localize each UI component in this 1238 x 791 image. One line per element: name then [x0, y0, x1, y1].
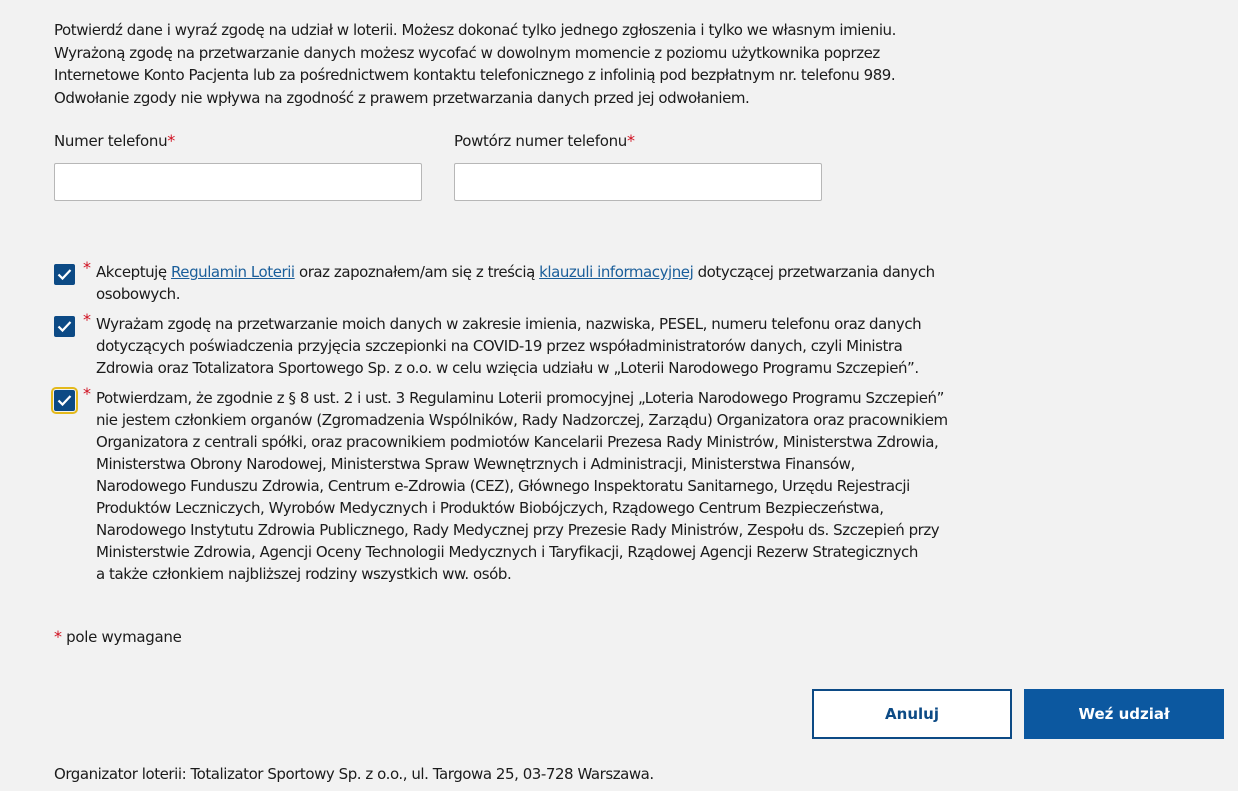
consent-text: Ministerstwa Obrony Narodowej, Ministerstwa Spraw Wewnętrznych i Administracji, Ministerstwa Finansów,	[96, 455, 855, 473]
required-note-text: pole wymagane	[66, 628, 182, 646]
intro-line: Internetowe Konto Pacjenta lub za pośrednictwem kontaktu telefonicznego z infolinią pod bezpłatnym nr. telefonu 989.	[54, 66, 896, 84]
phone-repeat-label	[454, 131, 635, 150]
consent-regulamin-checkbox[interactable]	[54, 264, 75, 285]
consent-text: oraz zapoznałem/am się z treścią	[294, 263, 540, 281]
consent-text: Produktów Leczniczych, Wyrobów Medycznych i Produktów Biobójczych, Rządowego Centrum Bezpieczeństwa,	[96, 499, 884, 517]
consent-text: Potwierdzam, że zgodnie z § 8 ust. 2 i ust. 3 Regulaminu Loterii promocyjnej „Loteria Narodowego Programu Szczepień”	[96, 389, 944, 407]
organizer-footer: Organizator loterii: Totalizator Sportowy Sp. z o.o., ul. Targowa 25, 03-728 Warszawa.	[54, 765, 654, 783]
consent-text: nie jestem członkiem organów (Zgromadzenia Wspólników, Rady Nadzorczej, Zarządu) Organizatora oraz pracownikiem	[96, 411, 948, 429]
consent-regulamin-label	[96, 261, 935, 305]
required-asterisk: *	[627, 131, 635, 150]
consent-data-processing-label	[96, 313, 921, 379]
phone-repeat-label-text: Powtórz numer telefonu	[454, 132, 627, 150]
checkmark-icon	[57, 394, 72, 407]
consent-text: Zdrowia oraz Totalizatora Sportowego Sp. z o.o. w celu wzięcia udziału w „Loterii Narodowego Programu Szczepień”.	[96, 359, 919, 377]
regulamin-link[interactable]: Regulamin Loterii	[171, 263, 295, 281]
cancel-button[interactable]: Anuluj	[812, 689, 1012, 739]
required-asterisk: *	[54, 627, 62, 646]
intro-line: Wyrażoną zgodę na przetwarzanie danych możesz wycofać w dowolnym momencie z poziomu użytkownika poprzez	[54, 43, 880, 62]
klauzula-link[interactable]: klauzuli informacyjnej	[539, 263, 694, 281]
required-asterisk: *	[83, 310, 91, 329]
consent-text: Organizatora z centrali spółki, oraz pracownikiem podmiotów Kancelarii Prezesa Rady Ministrów, Ministerstwa Zdrowia,	[96, 433, 939, 451]
consent-text: Akceptuję	[96, 263, 171, 281]
intro-line: Odwołanie zgody nie wpływa na zgodność z prawem przetwarzania danych przed jej odwołaniem.	[54, 88, 750, 107]
consent-text: osobowych.	[96, 285, 181, 303]
intro-line: Potwierdź dane i wyraź zgodę na udział w loterii. Możesz dokonać tylko jednego zgłoszenia i tylko we własnym imieniu.	[54, 21, 896, 39]
consent-text: Narodowego Instytutu Zdrowia Publicznego, Rady Medycznej przy Prezesie Rady Ministrów, Zespołu ds. Szczepień przy	[96, 521, 940, 539]
phone-input[interactable]	[54, 163, 422, 201]
consent-eligibility-label	[96, 387, 948, 585]
consent-data-processing-checkbox[interactable]	[54, 316, 75, 337]
consent-text: Ministerstwie Zdrowia, Agencji Oceny Technologii Medycznych i Taryfikacji, Rządowej Agencji Rezerw Strategicznych	[96, 543, 918, 561]
consent-text: a także członkiem najbliższej rodziny wszystkich ww. osób.	[96, 565, 512, 583]
consent-text: Narodowego Funduszu Zdrowia, Centrum e-Zdrowia (CEZ), Głównego Inspektoratu Sanitarnego, Urzędu Rejestracji	[96, 477, 910, 495]
checkmark-icon	[57, 268, 72, 281]
required-asterisk: *	[83, 384, 91, 403]
join-button[interactable]: Weź udział	[1024, 689, 1224, 739]
phone-label	[54, 131, 175, 150]
phone-repeat-input[interactable]	[454, 163, 822, 201]
required-asterisk: *	[167, 131, 175, 150]
required-field-note	[54, 627, 182, 646]
checkmark-icon	[57, 320, 72, 333]
consent-eligibility-checkbox[interactable]	[54, 390, 75, 411]
intro-text	[54, 19, 1054, 109]
required-asterisk: *	[83, 258, 91, 277]
phone-label-text: Numer telefonu	[54, 132, 168, 150]
consent-text: dotyczącej przetwarzania danych	[693, 263, 935, 281]
consent-text: dotyczących poświadczenia przyjęcia szczepionki na COVID-19 przez współadministratorów danych, czyli Ministra	[96, 337, 903, 355]
consent-text: Wyrażam zgodę na przetwarzanie moich danych w zakresie imienia, nazwiska, PESEL, numeru telefonu oraz danych	[96, 315, 922, 333]
